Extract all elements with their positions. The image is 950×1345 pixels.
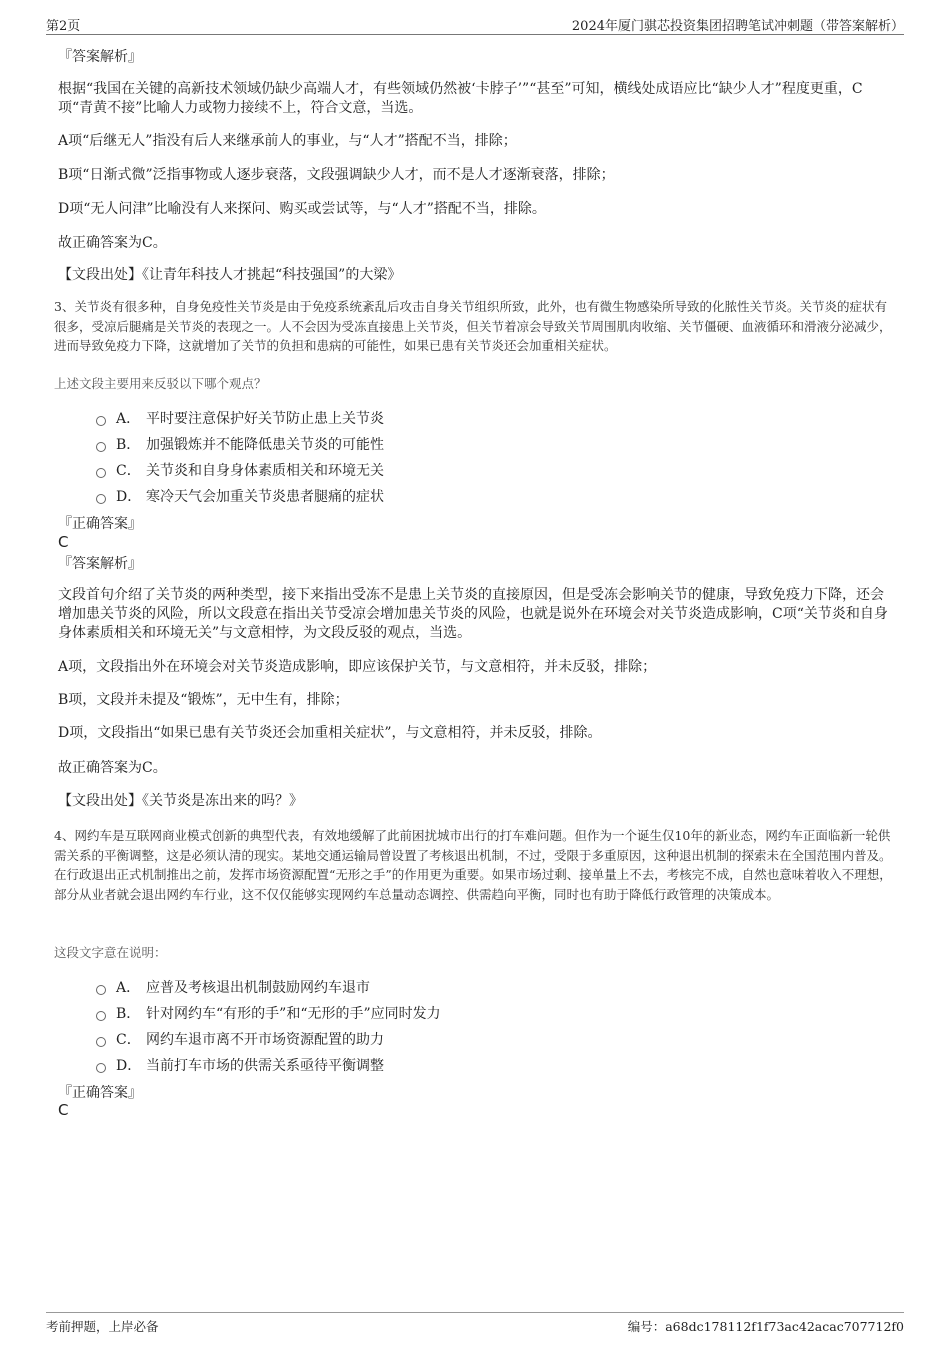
radio-icon[interactable] <box>96 442 106 452</box>
page-footer <box>46 1312 904 1334</box>
analysis-label: 『答案解析』 <box>58 49 142 65</box>
conclusion: 故正确答案为C。 <box>58 235 167 251</box>
document-title: 2024年厦门骐芯投资集团招聘笔试冲刺题（带答案解析） <box>571 19 904 34</box>
document-id: 编号：a68dc178112f1f73ac42acac707712f0 <box>627 1319 904 1334</box>
footer-slogan: 考前押题，上岸必备 <box>46 1319 159 1334</box>
analysis-option-a: A项“后继无人”指没有后人来继承前人的事业，与“人才”搭配不当，排除； <box>58 133 517 149</box>
q3-option-c[interactable] <box>96 460 384 480</box>
q4-option-b[interactable] <box>96 1003 441 1023</box>
q3-option-b[interactable] <box>96 434 384 454</box>
analysis-option-b: B项，文段并未提及“锻炼”，无中生有，排除； <box>58 692 349 708</box>
analysis-label: 『答案解析』 <box>58 556 142 572</box>
option-letter: B． <box>116 437 141 453</box>
option-letter: A． <box>116 411 141 427</box>
correct-answer-label: 『正确答案』 <box>58 516 142 532</box>
source: 【文段出处】《让青年科技人才挑起“科技强国”的大梁》 <box>58 267 402 283</box>
option-text: 应普及考核退出机制鼓励网约车退市 <box>146 980 370 996</box>
page-header <box>46 14 904 35</box>
option-text: 当前打车市场的供需关系亟待平衡调整 <box>146 1058 384 1074</box>
correct-answer-label: 『正确答案』 <box>58 1085 142 1101</box>
radio-icon[interactable] <box>96 985 106 995</box>
analysis-paragraph: 文段首句介绍了关节炎的两种类型，接下来指出受冻不是患上关节炎的直接原因，但是受冻会影响关节的健康，导致免疫力下降，还会增加患关节炎的风险，所以文段意在指出关节受凉会增加患关节炎的风险，也就是说外在环境会对关节炎造成影响，C项“关节炎和自身身体素质相关和环境无关”与文意相悖，为文段反驳的观点，当选。 <box>58 587 888 641</box>
radio-icon[interactable] <box>96 416 106 426</box>
option-text: 平时要注意保护好关节防止患上关节炎 <box>146 411 384 427</box>
option-letter: B． <box>116 1006 141 1022</box>
option-letter: C． <box>116 1032 141 1048</box>
q3-option-a[interactable] <box>96 408 384 428</box>
question-4-passage: 4、网约车是互联网商业模式创新的典型代表，有效地缓解了此前困扰城市出行的打车难问题。但作为一个诞生仅10年的新业态，网约车正面临新一轮供需关系的平衡调整，这是必须认清的现实。某地交通运输局曾设置了考核退出机制，不过，受限于多重原因，这种退出机制的探索未在全国范围内普及。在行政退出正式机制推出之前，发挥市场资源配置“无形之手”的作用更为重要。如果市场过剩、接单量上不去，考核完不成，自然也意味着收入不理想，部分从业者就会退出网约车行业，这不仅仅能够实现网约车总量动态调控、供需趋向平衡，同时也有助于降低行政管理的决策成本。 <box>54 828 892 902</box>
page-number: 第2页 <box>46 19 81 34</box>
radio-icon[interactable] <box>96 468 106 478</box>
option-letter: C． <box>116 463 141 479</box>
option-letter: D． <box>116 489 142 505</box>
correct-answer: C <box>58 533 69 551</box>
option-letter: A． <box>116 980 141 996</box>
q4-option-d[interactable] <box>96 1055 384 1075</box>
correct-answer: C <box>58 1101 69 1119</box>
conclusion: 故正确答案为C。 <box>58 760 167 776</box>
q4-option-a[interactable] <box>96 977 370 997</box>
q3-option-d[interactable] <box>96 486 384 506</box>
question-4-prompt: 这段文字意在说明： <box>54 945 167 960</box>
q4-option-c[interactable] <box>96 1029 384 1049</box>
radio-icon[interactable] <box>96 494 106 504</box>
radio-icon[interactable] <box>96 1011 106 1021</box>
analysis-option-b: B项“日渐式微”泛指事物或人逐步衰落，文段强调缺少人才，而不是人才逐渐衰落，排除； <box>58 167 615 183</box>
analysis-paragraph: 根据“我国在关键的高新技术领域仍缺少高端人才，有些领域仍然被‘卡脖子’”“甚至”可知，横线处成语应比“缺少人才”程度更重，C项“青黄不接”比喻人力或物力接续不上，符合文意，当选。 <box>58 81 863 116</box>
option-text: 寒冷天气会加重关节炎患者腿痛的症状 <box>146 489 384 505</box>
question-3-prompt: 上述文段主要用来反驳以下哪个观点？ <box>54 376 267 391</box>
option-text: 加强锻炼并不能降低患关节炎的可能性 <box>146 437 384 453</box>
option-text: 网约车退市离不开市场资源配置的助力 <box>146 1032 384 1048</box>
option-letter: D． <box>116 1058 142 1074</box>
analysis-option-a: A项，文段指出外在环境会对关节炎造成影响，即应该保护关节，与文意相符，并未反驳，排除； <box>58 659 657 675</box>
analysis-option-d: D项“无人问津”比喻没有人来探问、购买或尝试等，与“人才”搭配不当，排除。 <box>58 201 546 217</box>
radio-icon[interactable] <box>96 1037 106 1047</box>
option-text: 关节炎和自身身体素质相关和环境无关 <box>146 463 384 479</box>
radio-icon[interactable] <box>96 1063 106 1073</box>
question-3-passage: 3、关节炎有很多种，自身免疫性关节炎是由于免疫系统紊乱后攻击自身关节组织所致，此外，也有微生物感染所导致的化脓性关节炎。关节炎的症状有很多，受凉后腿痛是关节炎的表现之一。人不会因为受冻直接患上关节炎，但关节着凉会导致关节周围肌肉收缩、关节僵硬、血液循环和滑液分泌减少，进而导致免疫力下降，这就增加了关节的负担和患病的可能性，如果已患有关节炎还会加重相关症状。 <box>54 299 892 353</box>
analysis-option-d: D项，文段指出“如果已患有关节炎还会加重相关症状”，与文意相符，并未反驳，排除。 <box>58 725 602 741</box>
option-text: 针对网约车“有形的手”和“无形的手”应同时发力 <box>146 1006 441 1022</box>
source: 【文段出处】《关节炎是冻出来的吗？》 <box>58 793 303 809</box>
